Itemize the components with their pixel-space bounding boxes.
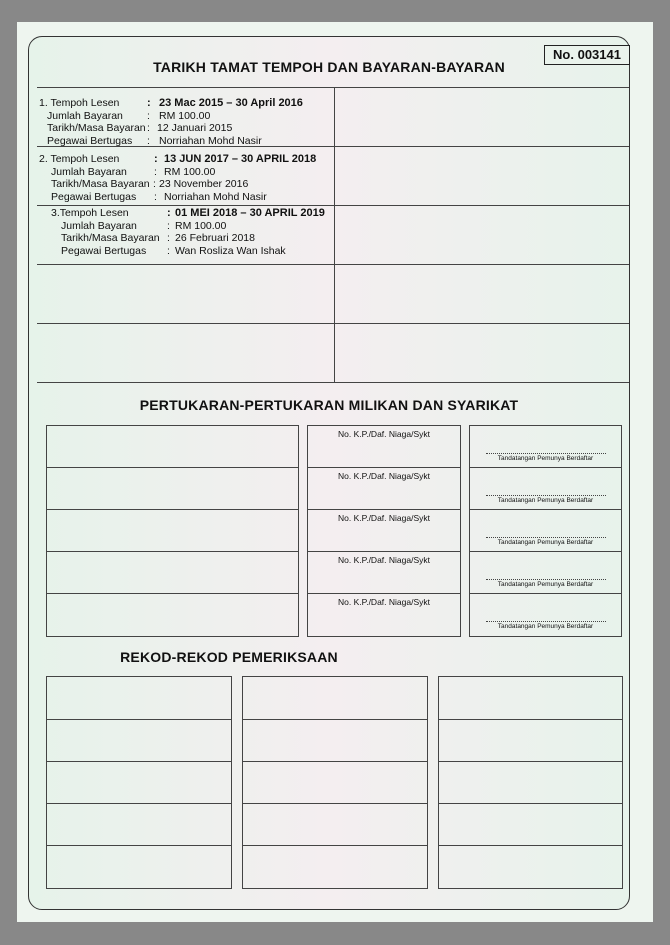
tarikh-value: 26 Februari 2018: [175, 232, 255, 244]
tempoh-label: Tempoh Lesen: [50, 153, 120, 165]
grid-line: [37, 323, 629, 324]
pegawai-label: Pegawai Bertugas: [61, 244, 147, 257]
jumlah-value: RM 100.00: [175, 219, 227, 232]
tarikh-label: Tarikh/Masa Bayaran: [51, 178, 150, 190]
inspection-column-2: [242, 676, 428, 889]
tempoh-label: Tempoh Lesen: [59, 207, 129, 219]
jumlah-value: RM 100.00: [159, 109, 211, 122]
grid-line: [37, 87, 629, 88]
pegawai-value: Wan Rosliza Wan Ishak: [175, 244, 286, 257]
signature-line: [486, 621, 606, 622]
tarikh-label: Tarikh/Masa Bayaran: [61, 232, 160, 244]
entry-number: 1.: [39, 97, 48, 109]
signature-label: Tandatangan Pemunya Berdaftar: [497, 581, 594, 588]
signature-label: Tandatangan Pemunya Berdaftar: [497, 539, 594, 546]
grid-line: [334, 87, 335, 382]
id-number-label: No. K.P./Daf. Niaga/Sykt: [338, 513, 430, 523]
pegawai-value: Norriahan Mohd Nasir: [164, 190, 267, 203]
tarikh-label: Tarikh/Masa Bayaran: [47, 122, 146, 134]
section-title-ownership-changes: PERTUKARAN-PERTUKARAN MILIKAN DAN SYARIKAT: [139, 397, 519, 413]
jumlah-label: Jumlah Bayaran: [61, 219, 137, 232]
grid-line: [37, 382, 629, 383]
grid-line: [37, 264, 629, 265]
signature-line: [486, 453, 606, 454]
ownership-signature-column: [469, 425, 622, 637]
tarikh-value: 23 November 2016: [159, 178, 249, 190]
id-number-label: No. K.P./Daf. Niaga/Sykt: [338, 555, 430, 565]
section-title-inspection-records: REKOD-REKOD PEMERIKSAAN: [120, 649, 338, 665]
id-number-label: No. K.P./Daf. Niaga/Sykt: [338, 429, 430, 439]
grid-line: [37, 205, 629, 206]
jumlah-label: Jumlah Bayaran: [47, 109, 123, 122]
entry-number: 3.: [51, 207, 60, 219]
signature-line: [486, 579, 606, 580]
signature-line: [486, 537, 606, 538]
inspection-column-3: [438, 676, 623, 889]
inspection-column-1: [46, 676, 232, 889]
id-number-label: No. K.P./Daf. Niaga/Sykt: [338, 597, 430, 607]
jumlah-label: Jumlah Bayaran: [51, 165, 127, 178]
tempoh-label: Tempoh Lesen: [50, 97, 120, 109]
ownership-name-column: [46, 425, 299, 637]
ownership-id-column: [307, 425, 461, 637]
signature-label: Tandatangan Pemunya Berdaftar: [497, 623, 594, 630]
entry-number: 2.: [39, 153, 48, 165]
license-record-form: No. 003141 TARIKH TAMAT TEMPOH DAN BAYARAN-BAYARAN 1. Tempoh Lesen : 23 Mac 2015 – 30 April 2016 Jumlah Bayaran : RM 100.00 Tarikh/Masa Bayaran : 12 Januari 2015 Pegawai Bertugas : Norriahan Mohd Nasir 2. Tempoh Lesen : 13 JUN 2017 – 30 APRIL 2018 Jumlah Bayaran : RM 100.00 Tarikh/Masa Bayaran : 23 November 2016 Pegawai Bertugas : Norriahan Mohd Nasir 3.Tempoh Lesen : 01 MEI 2018 – 30 APRIL 2019 Jumlah Bayaran : RM 100.00 Tarikh/Masa Bayaran : 26 Februari 2018 Pegawai Bertugas : Wan Rosliza Wan Ishak PERTUKARAN-PERTUKARAN MILIKAN DAN SYARIKAT No. K.P./Daf. Niaga/Sykt No. K.P./Daf. Niaga/Sykt No. K.P./Daf. Niaga/Sykt No. K.P./Daf. Niaga/Sykt No. K.P./Daf. Niaga/Sykt Tandatangan Pemunya Berdaftar Tandatangan Pemunya Berdaftar Tandatangan Pemunya Berdaftar Tandatangan Pemunya Berdaftar Tandatangan Pemunya Berdaftar REKOD-REKOD PEMERIKSAAN: [28, 36, 630, 910]
tempoh-value: 13 JUN 2017 – 30 APRIL 2018: [164, 153, 317, 165]
id-number-label: No. K.P./Daf. Niaga/Sykt: [338, 471, 430, 481]
pegawai-value: Norriahan Mohd Nasir: [159, 134, 262, 147]
pegawai-label: Pegawai Bertugas: [51, 190, 137, 203]
section-title-expiry-payments: TARIKH TAMAT TEMPOH DAN BAYARAN-BAYARAN: [153, 59, 505, 75]
pegawai-label: Pegawai Bertugas: [47, 134, 133, 147]
tempoh-value: 01 MEI 2018 – 30 APRIL 2019: [175, 207, 325, 219]
tempoh-value: 23 Mac 2015 – 30 April 2016: [159, 97, 303, 109]
jumlah-value: RM 100.00: [164, 165, 216, 178]
signature-label: Tandatangan Pemunya Berdaftar: [497, 497, 594, 504]
tarikh-value: 12 Januari 2015: [157, 122, 233, 134]
signature-label: Tandatangan Pemunya Berdaftar: [497, 455, 594, 462]
document-number: No. 003141: [544, 45, 630, 65]
signature-line: [486, 495, 606, 496]
